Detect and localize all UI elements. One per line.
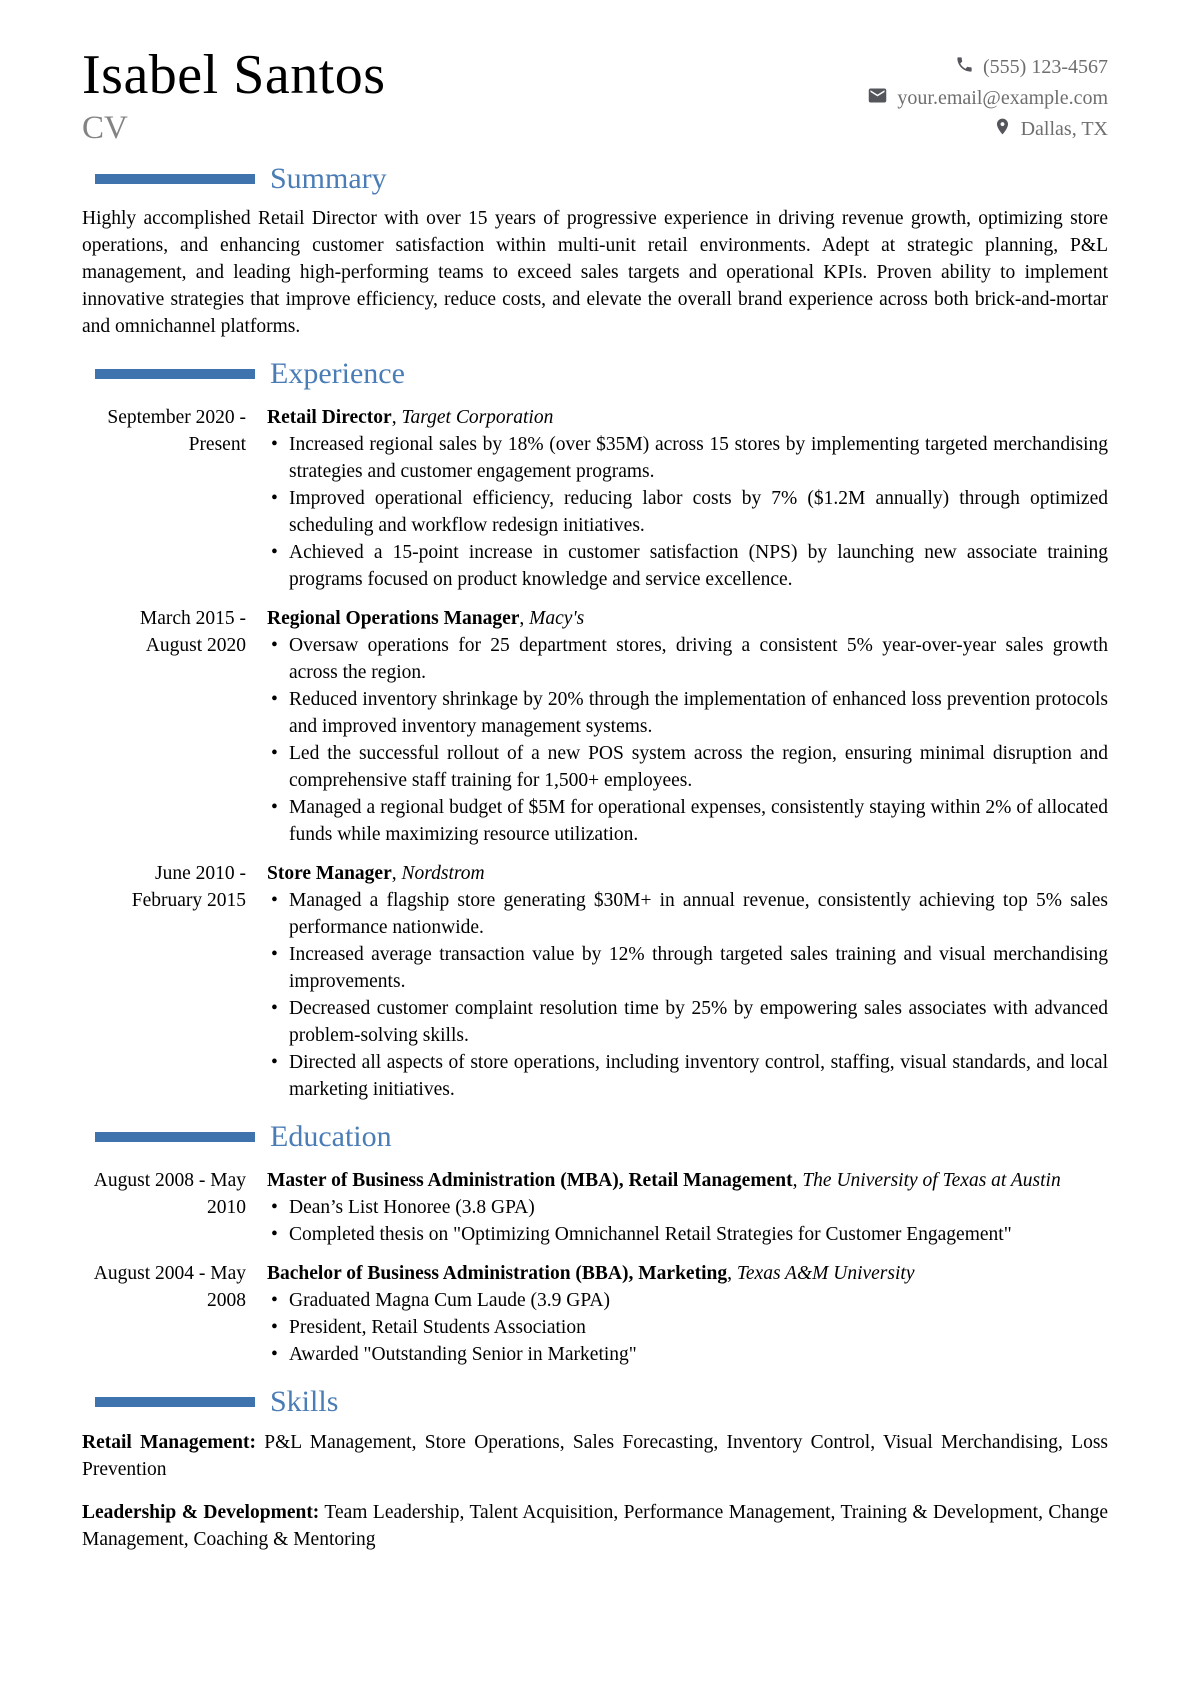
location-text: Dallas, TX — [1020, 118, 1108, 140]
bullet-list — [267, 431, 1108, 593]
bullet-item: • Increased average transaction value by 12% through targeted sales training and visual merchandising improvements. — [267, 941, 1108, 995]
entry-body — [267, 860, 1108, 1103]
bullet-item: • Decreased customer complaint resolution time by 25% by empowering sales associates with advanced problem-solving skills. — [267, 995, 1108, 1049]
bullet-item: • Managed a regional budget of $5M for operational expenses, consistently staying within 2% of allocated funds while maximizing resource utilization. — [267, 794, 1108, 848]
position-title: Retail Director — [267, 407, 392, 428]
bullet-item: • Oversaw operations for 25 department stores, driving a consistent 5% year-over-year sales growth across the region. — [267, 632, 1108, 686]
section-accent-bar — [95, 174, 255, 184]
company-name: Macy's — [529, 608, 585, 629]
bullet-item: • Awarded "Outstanding Senior in Marketing" — [267, 1341, 1108, 1368]
bullet-list — [267, 887, 1108, 1103]
skill-group-text: Team Leadership, Talent Acquisition, Performance Management, Training & Development, Change Management, Coaching & Mentoring — [82, 1502, 1108, 1550]
mail-icon — [867, 85, 888, 112]
person-name: Isabel Santos — [82, 44, 386, 106]
position-title: Store Manager — [267, 863, 392, 884]
experience-entry — [82, 860, 1108, 1103]
skill-group-text: P&L Management, Store Operations, Sales Forecasting, Inventory Control, Visual Merchandising, Loss Prevention — [82, 1432, 1109, 1480]
entry-title-line — [267, 404, 1108, 431]
contact-location-line — [867, 114, 1108, 145]
summary-paragraph: Highly accomplished Retail Director with over 15 years of progressive experience in driving revenue growth, optimizing store operations, and enhancing customer satisfaction within multi-unit retail environments. Adept at strategic planning, P&L management, and leading high-performing teams to exceed sales targets and operational KPIs. Proven ability to implement innovative strategies that improve efficiency, reduce costs, and elevate the overall brand experience across both brick-and-mortar and omnichannel platforms. — [82, 208, 1108, 337]
entry-body — [267, 1260, 1108, 1368]
section-accent-bar — [95, 369, 255, 379]
section-title: Experience — [270, 357, 405, 390]
bullet-item: • Completed thesis on "Optimizing Omnichannel Retail Strategies for Customer Engagement" — [267, 1221, 1108, 1248]
section-accent-bar — [95, 1397, 255, 1407]
bullet-list — [267, 632, 1108, 848]
contact-email-line — [867, 83, 1108, 114]
section-title: Skills — [270, 1385, 339, 1418]
skill-group-label: Leadership & Development: — [82, 1502, 320, 1523]
separator: , — [792, 1170, 803, 1191]
separator: , — [391, 407, 402, 428]
entry-title-line — [267, 860, 1108, 887]
cv-label: CV — [82, 110, 128, 146]
institution-name: Texas A&M University — [736, 1263, 915, 1284]
bullet-item: • Graduated Magna Cum Laude (3.9 GPA) — [267, 1287, 1108, 1314]
section-skills-heading — [82, 1384, 1108, 1420]
entry-dates: March 2015 - August 2020 — [139, 608, 246, 656]
company-name: Nordstrom — [401, 863, 485, 884]
entry-dates: September 2020 - Present — [107, 407, 246, 455]
section-title: Summary — [270, 162, 387, 195]
bullet-item: • President, Retail Students Association — [267, 1314, 1108, 1341]
section-title: Education — [270, 1120, 392, 1153]
bullet-item: • Dean’s List Honoree (3.8 GPA) — [267, 1194, 1108, 1221]
bullet-item: • Increased regional sales by 18% (over $35M) across 15 stores by implementing targeted merchandising strategies and customer engagement programs. — [267, 431, 1108, 485]
company-name: Target Corporation — [401, 407, 554, 428]
bullet-item: • Directed all aspects of store operations, including inventory control, staffing, visual standards, and local marketing initiatives. — [267, 1049, 1108, 1103]
section-summary-heading — [82, 161, 1108, 197]
section-education-heading — [82, 1119, 1108, 1155]
entry-title-line — [267, 1167, 1108, 1194]
entry-body — [267, 1167, 1108, 1248]
experience-entry — [82, 404, 1108, 593]
degree-title: Master of Business Administration (MBA), Retail Management — [267, 1170, 793, 1191]
location-pin-icon — [993, 117, 1012, 142]
bullet-item: • Reduced inventory shrinkage by 20% through the implementation of enhanced loss prevention protocols and improved inventory management systems. — [267, 686, 1108, 740]
header — [82, 46, 1108, 148]
bullet-item: • Led the successful rollout of a new POS system across the region, ensuring minimal disruption and comprehensive staff training for 1,500+ employees. — [267, 740, 1108, 794]
education-entry — [82, 1260, 1108, 1368]
institution-name: The University of Texas at Austin — [802, 1170, 1061, 1191]
entry-title-line — [267, 605, 1108, 632]
entry-body — [267, 404, 1108, 593]
entry-dates: August 2008 - May 2010 — [93, 1170, 246, 1218]
bullet-list — [267, 1287, 1108, 1368]
position-title: Regional Operations Manager — [267, 608, 520, 629]
education-entry — [82, 1167, 1108, 1248]
bullet-item: • Achieved a 15-point increase in customer satisfaction (NPS) by launching new associate training programs focused on product knowledge and service excellence. — [267, 539, 1108, 593]
contact-block — [867, 52, 1108, 145]
separator: , — [391, 863, 402, 884]
bullet-item: • Improved operational efficiency, reducing labor costs by 7% ($1.2M annually) through optimized scheduling and workflow redesign initiatives. — [267, 485, 1108, 539]
skill-group-label: Retail Management: — [82, 1432, 256, 1453]
entry-dates: June 2010 - February 2015 — [131, 863, 246, 911]
degree-title: Bachelor of Business Administration (BBA), Marketing — [267, 1263, 728, 1284]
separator: , — [727, 1263, 737, 1284]
phone-icon — [955, 55, 974, 80]
skill-group — [82, 1499, 1108, 1553]
bullet-item: • Managed a flagship store generating $30M+ in annual revenue, consistently achieving top 5% sales performance nationwide. — [267, 887, 1108, 941]
bullet-list — [267, 1194, 1108, 1248]
entry-body — [267, 605, 1108, 848]
phone-number: (555) 123-4567 — [983, 56, 1108, 78]
separator: , — [519, 608, 530, 629]
email-address: your.email@example.com — [897, 87, 1108, 109]
section-accent-bar — [95, 1132, 255, 1142]
section-experience-heading — [82, 356, 1108, 392]
contact-phone-line — [867, 52, 1108, 83]
entry-title-line — [267, 1260, 1108, 1287]
experience-entry — [82, 605, 1108, 848]
entry-dates: August 2004 - May 2008 — [93, 1263, 246, 1311]
skill-group — [82, 1429, 1108, 1483]
header-left — [82, 46, 386, 148]
